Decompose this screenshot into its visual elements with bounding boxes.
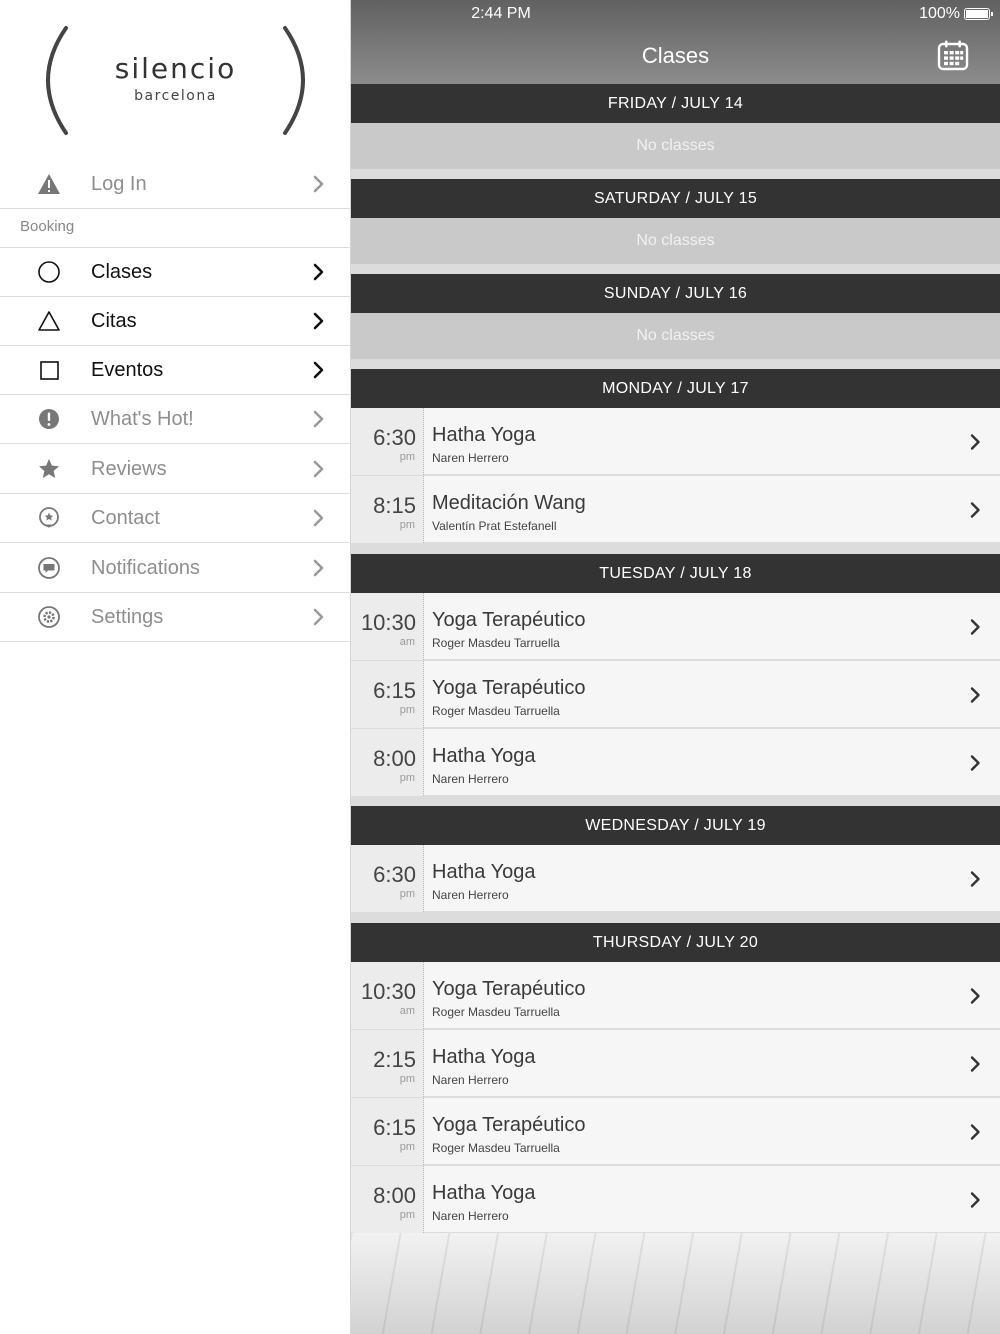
- class-ampm: pm: [399, 519, 415, 531]
- sidebar-item-label: Citas: [91, 309, 137, 332]
- sidebar-item-whats-hot[interactable]: [0, 395, 351, 444]
- class-teacher: Roger Masdeu Tarruella: [432, 1005, 560, 1019]
- class-row[interactable]: [351, 1098, 1000, 1165]
- class-row[interactable]: [351, 729, 1000, 796]
- sidebar-item-label: Log In: [91, 172, 147, 195]
- class-time: 6:30: [373, 425, 416, 450]
- chevron-right-icon: [969, 987, 981, 1005]
- chevron-right-icon: [310, 607, 326, 627]
- no-classes-message: No classes: [351, 218, 1000, 264]
- class-time-block: [351, 1098, 424, 1165]
- sidebar-item-citas[interactable]: [0, 297, 351, 346]
- class-teacher: Roger Masdeu Tarruella: [432, 636, 560, 650]
- triangle-icon: [36, 308, 62, 334]
- class-time: 6:30: [373, 862, 416, 887]
- star-icon: [36, 456, 62, 482]
- class-ampm: pm: [399, 888, 415, 900]
- class-row[interactable]: [351, 593, 1000, 660]
- navigation-bar: [351, 0, 1000, 84]
- class-time: 6:15: [373, 1115, 416, 1140]
- chevron-right-icon: [310, 262, 326, 282]
- class-time: 8:15: [373, 493, 416, 518]
- class-row[interactable]: [351, 845, 1000, 912]
- battery-icon: [964, 8, 990, 20]
- class-time-block: [351, 408, 424, 475]
- class-name: Hatha Yoga: [432, 424, 536, 446]
- class-name: Yoga Terapéutico: [432, 1114, 586, 1136]
- class-teacher: Naren Herrero: [432, 1073, 509, 1087]
- chevron-right-icon: [969, 686, 981, 704]
- class-time-block: [351, 1166, 424, 1233]
- class-name: Yoga Terapéutico: [432, 677, 586, 699]
- class-time: 6:15: [373, 678, 416, 703]
- chevron-right-icon: [310, 311, 326, 331]
- calendar-button[interactable]: [936, 38, 970, 72]
- chevron-right-icon: [310, 360, 326, 380]
- page-title: Clases: [641, 43, 710, 68]
- square-icon: [36, 357, 62, 383]
- logo-name: silencio: [114, 52, 237, 85]
- circle-icon: [36, 259, 62, 285]
- class-row[interactable]: [351, 408, 1000, 475]
- class-time: 10:30: [360, 610, 416, 635]
- day-header-sunday: SUNDAY / JULY 16: [351, 274, 1000, 313]
- class-teacher: Naren Herrero: [432, 1209, 509, 1223]
- chevron-right-icon: [969, 870, 981, 888]
- day-header-wednesday: WEDNESDAY / JULY 19: [351, 806, 1000, 845]
- class-time-block: [351, 962, 424, 1029]
- exclamation-icon: [36, 406, 62, 432]
- class-row[interactable]: [351, 661, 1000, 728]
- class-name: Meditación Wang: [432, 492, 586, 514]
- sidebar-item-login[interactable]: [0, 160, 351, 209]
- chevron-right-icon: [310, 174, 326, 194]
- class-time-block: [351, 1030, 424, 1097]
- sidebar-item-label: Notifications: [91, 556, 200, 579]
- battery-percent: 100%: [919, 5, 960, 22]
- chevron-right-icon: [969, 1123, 981, 1141]
- class-teacher: Valentín Prat Estefanell: [432, 519, 557, 533]
- class-teacher: Naren Herrero: [432, 888, 509, 902]
- class-time-block: [351, 845, 424, 912]
- gear-icon: [36, 604, 62, 630]
- sidebar-item-label: Settings: [91, 605, 164, 628]
- day-header-thursday: THURSDAY / JULY 20: [351, 923, 1000, 962]
- class-ampm: pm: [399, 772, 415, 784]
- class-ampm: am: [399, 1005, 415, 1017]
- logo-subtitle: barcelona: [134, 88, 217, 104]
- warning-icon: [36, 171, 62, 197]
- no-classes-message: No classes: [351, 313, 1000, 359]
- sidebar-item-label: Reviews: [91, 457, 167, 480]
- sidebar-item-label: Clases: [91, 260, 153, 283]
- class-name: Hatha Yoga: [432, 1046, 536, 1068]
- class-time-block: [351, 593, 424, 660]
- class-ampm: pm: [399, 451, 415, 463]
- day-header-saturday: SATURDAY / JULY 15: [351, 179, 1000, 218]
- class-time: 8:00: [373, 746, 416, 771]
- class-row[interactable]: [351, 476, 1000, 543]
- sidebar-item-label: Contact: [91, 506, 160, 529]
- battery-status: [919, 5, 990, 23]
- chevron-right-icon: [310, 558, 326, 578]
- wood-floor-background: [351, 1232, 1000, 1334]
- class-teacher: Naren Herrero: [432, 772, 509, 786]
- sidebar-item-eventos[interactable]: [0, 346, 351, 395]
- class-ampm: pm: [399, 1073, 415, 1085]
- day-header-friday: FRIDAY / JULY 14: [351, 84, 1000, 123]
- chevron-right-icon: [310, 459, 326, 479]
- class-time-block: [351, 476, 424, 543]
- class-ampm: pm: [399, 1141, 415, 1153]
- class-name: Hatha Yoga: [432, 745, 536, 767]
- sidebar-item-reviews[interactable]: [0, 445, 351, 494]
- class-name: Hatha Yoga: [432, 1182, 536, 1204]
- day-header-tuesday: TUESDAY / JULY 18: [351, 554, 1000, 593]
- class-teacher: Roger Masdeu Tarruella: [432, 704, 560, 718]
- class-time-block: [351, 661, 424, 728]
- chevron-right-icon: [969, 1055, 981, 1073]
- class-row[interactable]: [351, 1030, 1000, 1097]
- class-row[interactable]: [351, 1166, 1000, 1233]
- side-menu: [0, 0, 351, 1334]
- chevron-right-icon: [969, 618, 981, 636]
- silencio-logo: [0, 0, 351, 160]
- chevron-right-icon: [969, 433, 981, 451]
- chevron-right-icon: [969, 501, 981, 519]
- class-name: Yoga Terapéutico: [432, 609, 586, 631]
- class-ampm: pm: [399, 1209, 415, 1221]
- class-time-block: [351, 729, 424, 796]
- calendar-icon: [936, 38, 970, 72]
- status-time: 2:44 PM: [471, 5, 531, 22]
- sidebar-item-label: What's Hot!: [91, 407, 194, 430]
- no-classes-message: No classes: [351, 123, 1000, 169]
- class-teacher: Naren Herrero: [432, 451, 509, 465]
- class-time: 8:00: [373, 1183, 416, 1208]
- class-name: Yoga Terapéutico: [432, 978, 586, 1000]
- class-teacher: Roger Masdeu Tarruella: [432, 1141, 560, 1155]
- location-pin-icon: [36, 505, 62, 531]
- classes-panel: [351, 0, 1000, 1334]
- sidebar-item-label: Eventos: [91, 358, 164, 381]
- sidebar-item-settings[interactable]: [0, 593, 351, 642]
- class-time: 10:30: [360, 979, 416, 1004]
- chevron-right-icon: [969, 1191, 981, 1209]
- class-time: 2:15: [373, 1047, 416, 1072]
- class-name: Hatha Yoga: [432, 861, 536, 883]
- day-header-monday: MONDAY / JULY 17: [351, 369, 1000, 408]
- chevron-right-icon: [310, 508, 326, 528]
- class-row[interactable]: [351, 962, 1000, 1029]
- chevron-right-icon: [310, 409, 326, 429]
- class-ampm: pm: [399, 704, 415, 716]
- sidebar-item-notifications[interactable]: [0, 544, 351, 593]
- sidebar-item-contact[interactable]: [0, 494, 351, 543]
- chevron-right-icon: [969, 754, 981, 772]
- section-label-booking: Booking: [20, 218, 75, 235]
- chat-bubble-icon: [36, 555, 62, 581]
- sidebar-item-clases[interactable]: [0, 248, 351, 297]
- class-ampm: am: [399, 636, 415, 648]
